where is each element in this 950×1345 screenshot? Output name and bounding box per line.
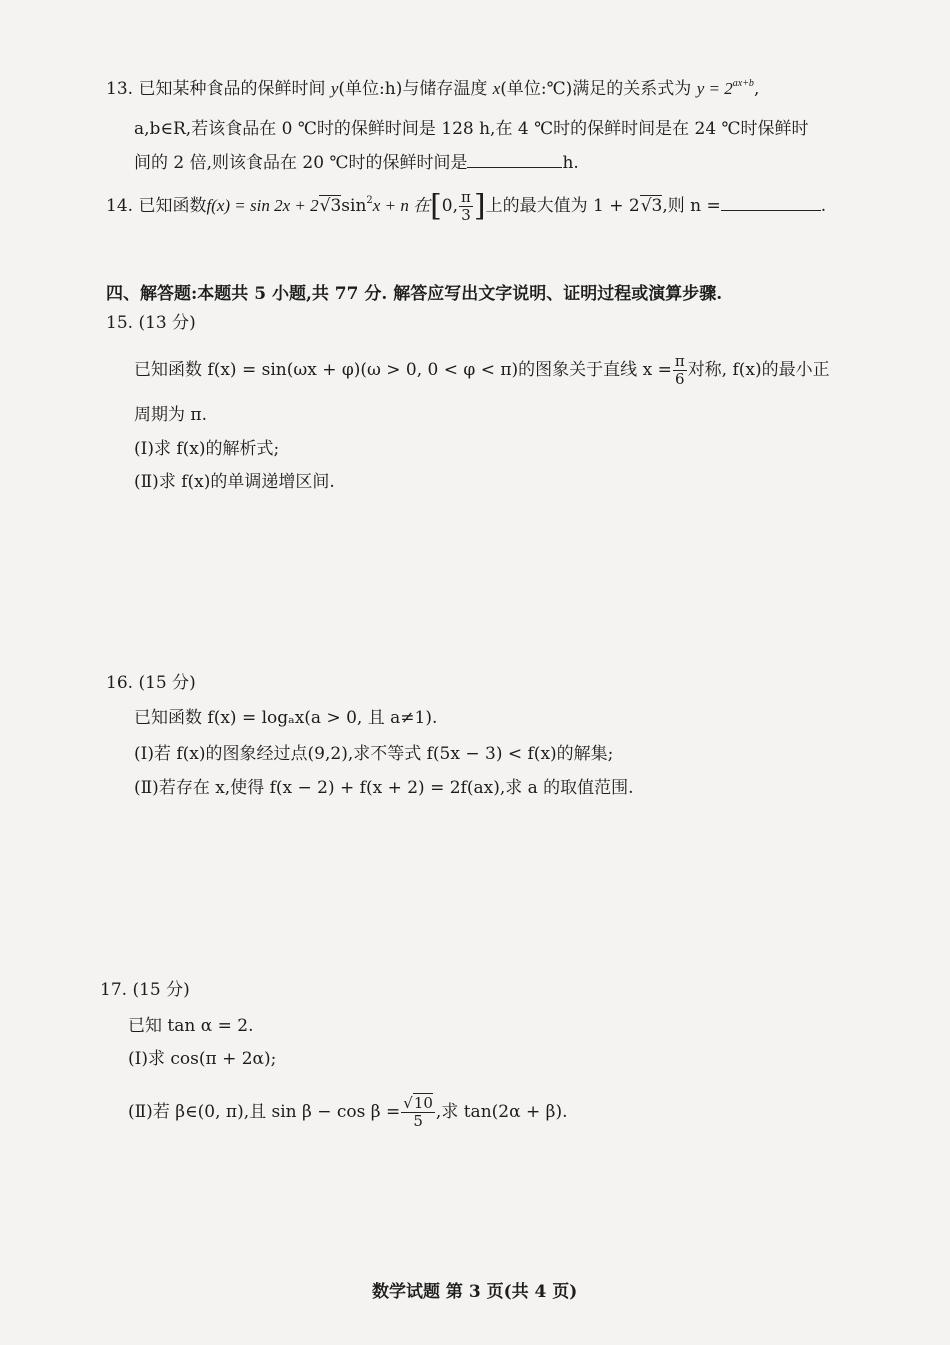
page-footer: 数学试题 第 3 页(共 4 页) <box>372 1282 578 1302</box>
q17-header: 17. (15 分) <box>100 980 190 1000</box>
q13-formula-exp: ax+b <box>732 78 754 89</box>
q13-text-c: (单位:℃)满足的关系式为 <box>500 79 697 99</box>
q15-frac-num: π <box>674 352 685 370</box>
q13-line1 <box>106 74 759 99</box>
q13-answer-blank[interactable] <box>467 151 562 168</box>
q14-sqrt-arg: 3 <box>330 196 342 216</box>
q13-y-var: y <box>330 79 339 98</box>
q14-bracket-right: ] <box>473 188 486 224</box>
q17-part2 <box>128 1096 568 1129</box>
q17-frac-num: 10 <box>413 1094 433 1112</box>
q17-part1: (Ⅰ)求 cos(π + 2α); <box>128 1049 277 1069</box>
q14-func: f(x) = sin 2x + 2 <box>206 196 319 215</box>
q14-frac-den: 3 <box>461 206 471 224</box>
q14-answer-blank[interactable] <box>721 194 821 211</box>
q17-frac-num-wrap: √10 <box>403 1094 433 1112</box>
q13-text-a: 13. 已知某种食品的保鲜时间 <box>106 79 331 99</box>
q14-interval-zero: 0, <box>441 196 459 216</box>
q14-text-c: ,则 n = <box>662 196 721 216</box>
q15-part1: (Ⅰ)求 f(x)的解析式; <box>134 439 280 459</box>
q14-frac-num: π <box>461 188 471 206</box>
q14-sqrt-arg2: 3 <box>651 196 663 216</box>
q15-frac-den: 6 <box>674 370 685 388</box>
q14-func-tail: x + n 在 <box>372 196 431 215</box>
q13-line3 <box>134 148 579 173</box>
q13-x-var: x <box>492 79 501 98</box>
q16-header: 16. (15 分) <box>106 673 196 693</box>
q15-stem-line2: 周期为 π. <box>134 405 207 425</box>
q15-stem-line1 <box>134 354 830 387</box>
q15-part2: (Ⅱ)求 f(x)的单调递增区间. <box>134 472 335 492</box>
q16-stem: 已知函数 f(x) = logₐx(a > 0, 且 a≠1). <box>134 708 438 728</box>
q14-sqrt2: √3 <box>640 196 663 216</box>
q14-text-b: 上的最大值为 1 + 2 <box>485 196 640 216</box>
q16-part1: (Ⅰ)若 f(x)的图象经过点(9,2),求不等式 f(5x − 3) < f(x)的解集; <box>134 744 614 764</box>
q14-text-a: 14. 已知函数 <box>106 196 207 216</box>
q15-stem-b: 对称, f(x)的最小正 <box>687 360 830 380</box>
q14-sqrt: √3 <box>319 196 342 216</box>
q13-line2: a,b∈R,若该食品在 0 ℃时的保鲜时间是 128 h,在 4 ℃时的保鲜时间是在 24 ℃时保鲜时 <box>134 119 809 139</box>
q14-line <box>106 190 826 223</box>
q17-frac-den: 5 <box>413 1112 423 1130</box>
q13-unit: h. <box>562 153 579 173</box>
q13-line3-text: 间的 2 倍,则该食品在 20 ℃时的保鲜时间是 <box>134 153 468 173</box>
q14-bracket-left: [ <box>430 188 442 224</box>
q14-square: 2 <box>366 195 373 206</box>
q15-stem-a: 已知函数 f(x) = sin(ωx + φ)(ω > 0, 0 < φ < π)的图象关于直线 x = <box>134 360 672 380</box>
q14-sin: sin <box>341 196 367 216</box>
q17-sqrt10-over-5 <box>401 1096 435 1129</box>
q13-comma: , <box>753 79 760 99</box>
q14-period: . <box>820 196 827 216</box>
q17-part2-b: ,求 tan(2α + β). <box>435 1102 568 1122</box>
q17-stem: 已知 tan α = 2. <box>128 1016 254 1036</box>
q15-pi-over-6 <box>673 354 687 387</box>
q17-part2-a: (Ⅱ)若 β∈(0, π),且 sin β − cos β = <box>128 1102 401 1122</box>
q13-text-b: (单位:h)与储存温度 <box>338 79 493 99</box>
q15-header: 15. (13 分) <box>106 313 196 333</box>
q16-part2: (Ⅱ)若存在 x,使得 f(x − 2) + f(x + 2) = 2f(ax),求 a 的取值范围. <box>134 778 634 798</box>
section-heading: 四、解答题:本题共 5 小题,共 77 分. 解答应写出文字说明、证明过程或演算步骤. <box>106 284 723 304</box>
q13-formula-base: y = 2 <box>696 79 733 98</box>
q14-pi-over-3 <box>459 190 473 223</box>
